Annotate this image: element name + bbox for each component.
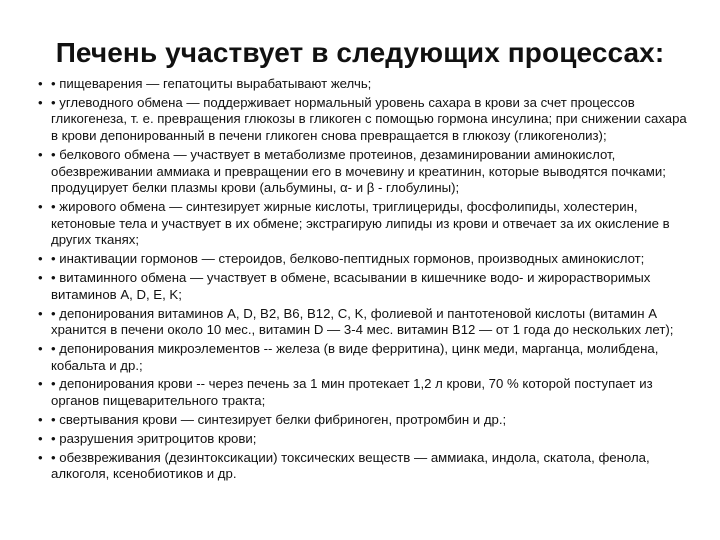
list-item	[38, 76, 688, 93]
bullet: •	[38, 270, 43, 286]
list-item	[38, 431, 688, 448]
item-text: • депонирования крови -- через печень за 1 мин протекает 1,2 л крови, 70 % которой поступает из органов пищеварительного тракта;	[51, 376, 653, 409]
list-item	[38, 199, 688, 249]
item-text: • инактивации гормонов — стероидов, белково-пептидных гормонов, производных аминокислот;	[51, 251, 645, 267]
item-text: • обезвреживания (дезинтоксикации) токсических веществ — аммиака, индола, скатола, фенола, алкоголя, ксенобиотиков и др.	[51, 449, 650, 482]
list-item	[38, 341, 688, 374]
bullet: •	[38, 76, 43, 91]
bullet: •	[38, 305, 43, 321]
bullet: •	[38, 146, 43, 162]
list-item	[38, 270, 688, 303]
bullet: •	[38, 411, 43, 427]
item-text: • депонирования витаминов A, D, B2, B6, B12, C, K, фолиевой и пантотеновой кислоты (витамин A хранится в печени около 10 мес., витамин D — 3-4 мес. витамин B12 — от 1 года до нескольких лет);	[51, 305, 674, 338]
item-text: • пищеварения — гепатоциты вырабатывают желчь;	[51, 76, 372, 91]
item-text: • свертывания крови — синтезирует белки фибриноген, протромбин и др.;	[51, 411, 507, 427]
list-item	[38, 147, 688, 197]
item-text: • углеводного обмена — поддерживает нормальный уровень сахара в крови за счет процессов гликогенеза, т. е. превращения глюкозы в гликоген с помощью гормона инсулина; при снижении сахара в крови депонированный в печени гликоген снова превращается в глюкозу (гликогенолиз);	[51, 94, 687, 144]
list-item	[38, 376, 688, 409]
item-text: • депонирования микроэлементов -- железа (в виде ферритина), цинк меди, марганца, молибдена, кобальта и др.;	[51, 340, 659, 373]
bullet: •	[38, 449, 43, 465]
bullet: •	[38, 251, 43, 267]
list-item	[38, 450, 688, 483]
bullet: •	[38, 376, 43, 392]
list-item	[38, 412, 688, 429]
item-text: • разрушения эритроцитов крови;	[51, 430, 257, 446]
bullet: •	[38, 94, 43, 110]
bullet: •	[38, 199, 43, 215]
list-item	[38, 95, 688, 145]
bullet: •	[38, 340, 43, 356]
bullet: •	[38, 430, 43, 446]
list-item	[38, 251, 688, 268]
item-text: • жирового обмена — синтезирует жирные кислоты, триглицериды, фосфолипиды, холестерин, кетоновые тела и участвует в их обмене; экстрагирую липиды из крови и отвечает за их окисление в других тканях;	[51, 199, 670, 248]
process-list	[38, 76, 688, 485]
slide-title: Печень участвует в следующих процессах:	[55, 37, 665, 68]
list-item	[38, 306, 688, 339]
item-text: • витаминного обмена — участвует в обмене, всасывании в кишечнике водо- и жирорастворимых витаминов A, D, E, K;	[51, 270, 651, 302]
item-text: • белкового обмена — участвует в метаболизме протеинов, дезаминировании аминокислот, обезвреживании аммиака и превращении его в мочевину и креатинин, которые выводятся почками; продуцирует белки плазмы крови (альбумины, α- и β - глобулины);	[51, 146, 666, 196]
